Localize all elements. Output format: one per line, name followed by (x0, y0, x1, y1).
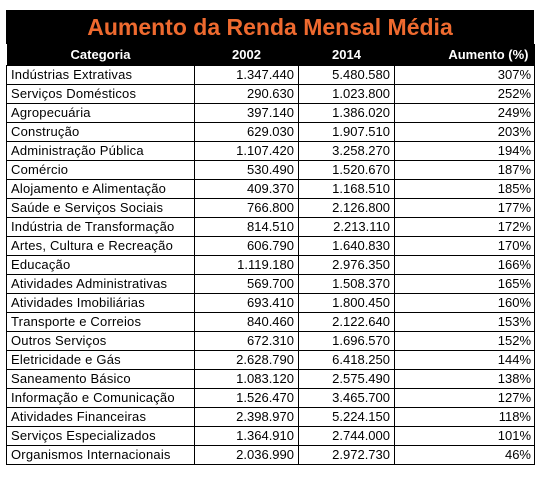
cell-2002: 606.790 (195, 237, 299, 256)
cell-2014: 3.258.270 (299, 142, 395, 161)
cell-aumento: 165% (395, 275, 535, 294)
cell-2014: 1.023.800 (299, 85, 395, 104)
table-row (7, 427, 535, 446)
cell-aumento: 170% (395, 237, 535, 256)
table-row (7, 446, 535, 465)
cell-aumento: 101% (395, 427, 535, 446)
cell-aumento: 153% (395, 313, 535, 332)
cell-aumento: 138% (395, 370, 535, 389)
cell-2014: 1.508.370 (299, 275, 395, 294)
cell-2002: 629.030 (195, 123, 299, 142)
table-row (7, 351, 535, 370)
cell-2002: 1.107.420 (195, 142, 299, 161)
header-2002: 2002 (195, 44, 299, 66)
cell-aumento: 252% (395, 85, 535, 104)
cell-categoria: Artes, Cultura e Recreação (7, 237, 195, 256)
table-body (7, 66, 535, 465)
cell-categoria: Outros Serviços (7, 332, 195, 351)
cell-aumento: 307% (395, 66, 535, 85)
cell-categoria: Informação e Comunicação (7, 389, 195, 408)
cell-aumento: 118% (395, 408, 535, 427)
cell-categoria: Atividades Administrativas (7, 275, 195, 294)
cell-2002: 814.510 (195, 218, 299, 237)
cell-categoria: Eletricidade e Gás (7, 351, 195, 370)
cell-aumento: 185% (395, 180, 535, 199)
cell-categoria: Comércio (7, 161, 195, 180)
cell-categoria: Atividades Imobiliárias (7, 294, 195, 313)
cell-2014: 5.480.580 (299, 66, 395, 85)
income-table (6, 44, 535, 465)
table-row (7, 237, 535, 256)
cell-aumento: 177% (395, 199, 535, 218)
table-row (7, 123, 535, 142)
cell-2014: 1.386.020 (299, 104, 395, 123)
header-aumento: Aumento (%) (395, 44, 535, 66)
cell-categoria: Serviços Domésticos (7, 85, 195, 104)
table-row (7, 275, 535, 294)
cell-2002: 2.036.990 (195, 446, 299, 465)
table-title: Aumento da Renda Mensal Média (6, 10, 534, 44)
cell-categoria: Indústria de Transformação (7, 218, 195, 237)
cell-2014: 3.465.700 (299, 389, 395, 408)
table-row (7, 256, 535, 275)
cell-2014: 2.972.730 (299, 446, 395, 465)
cell-categoria: Transporte e Correios (7, 313, 195, 332)
cell-aumento: 166% (395, 256, 535, 275)
cell-categoria: Agropecuária (7, 104, 195, 123)
cell-2002: 2.628.790 (195, 351, 299, 370)
cell-2002: 1.083.120 (195, 370, 299, 389)
table-row (7, 294, 535, 313)
cell-2002: 766.800 (195, 199, 299, 218)
cell-2002: 409.370 (195, 180, 299, 199)
cell-2002: 672.310 (195, 332, 299, 351)
cell-2002: 1.364.910 (195, 427, 299, 446)
cell-categoria: Construção (7, 123, 195, 142)
cell-2014: 5.224.150 (299, 408, 395, 427)
cell-categoria: Educação (7, 256, 195, 275)
cell-categoria: Serviços Especializados (7, 427, 195, 446)
cell-2014: 1.168.510 (299, 180, 395, 199)
cell-aumento: 249% (395, 104, 535, 123)
header-2014: 2014 (299, 44, 395, 66)
cell-2014: 2.122.640 (299, 313, 395, 332)
cell-2002: 397.140 (195, 104, 299, 123)
cell-2014: 2.744.000 (299, 427, 395, 446)
cell-2002: 1.526.470 (195, 389, 299, 408)
table-row (7, 332, 535, 351)
table-row (7, 180, 535, 199)
table-row (7, 104, 535, 123)
cell-aumento: 194% (395, 142, 535, 161)
table-row (7, 313, 535, 332)
header-categoria: Categoria (7, 44, 195, 66)
cell-aumento: 144% (395, 351, 535, 370)
cell-categoria: Indústrias Extrativas (7, 66, 195, 85)
cell-categoria: Saúde e Serviços Sociais (7, 199, 195, 218)
cell-2014: 1.520.670 (299, 161, 395, 180)
cell-2002: 569.700 (195, 275, 299, 294)
cell-2002: 840.460 (195, 313, 299, 332)
cell-categoria: Atividades Financeiras (7, 408, 195, 427)
cell-2014: 2.976.350 (299, 256, 395, 275)
cell-2002: 530.490 (195, 161, 299, 180)
cell-2002: 2.398.970 (195, 408, 299, 427)
table-row (7, 66, 535, 85)
cell-categoria: Administração Pública (7, 142, 195, 161)
income-table-container (6, 10, 534, 465)
table-row (7, 389, 535, 408)
cell-aumento: 46% (395, 446, 535, 465)
table-row (7, 199, 535, 218)
cell-aumento: 172% (395, 218, 535, 237)
cell-2014: 2.213.110 (299, 218, 395, 237)
cell-2002: 1.347.440 (195, 66, 299, 85)
table-row (7, 218, 535, 237)
cell-2002: 693.410 (195, 294, 299, 313)
header-row (7, 44, 535, 66)
cell-2002: 1.119.180 (195, 256, 299, 275)
cell-aumento: 152% (395, 332, 535, 351)
table-row (7, 142, 535, 161)
cell-2002: 290.630 (195, 85, 299, 104)
cell-aumento: 203% (395, 123, 535, 142)
cell-2014: 1.640.830 (299, 237, 395, 256)
table-row (7, 370, 535, 389)
table-row (7, 408, 535, 427)
table-row (7, 161, 535, 180)
cell-2014: 1.696.570 (299, 332, 395, 351)
cell-2014: 2.575.490 (299, 370, 395, 389)
cell-aumento: 160% (395, 294, 535, 313)
cell-2014: 6.418.250 (299, 351, 395, 370)
cell-aumento: 187% (395, 161, 535, 180)
cell-2014: 1.907.510 (299, 123, 395, 142)
cell-categoria: Alojamento e Alimentação (7, 180, 195, 199)
cell-2014: 1.800.450 (299, 294, 395, 313)
cell-2014: 2.126.800 (299, 199, 395, 218)
cell-aumento: 127% (395, 389, 535, 408)
cell-categoria: Organismos Internacionais (7, 446, 195, 465)
table-row (7, 85, 535, 104)
cell-categoria: Saneamento Básico (7, 370, 195, 389)
